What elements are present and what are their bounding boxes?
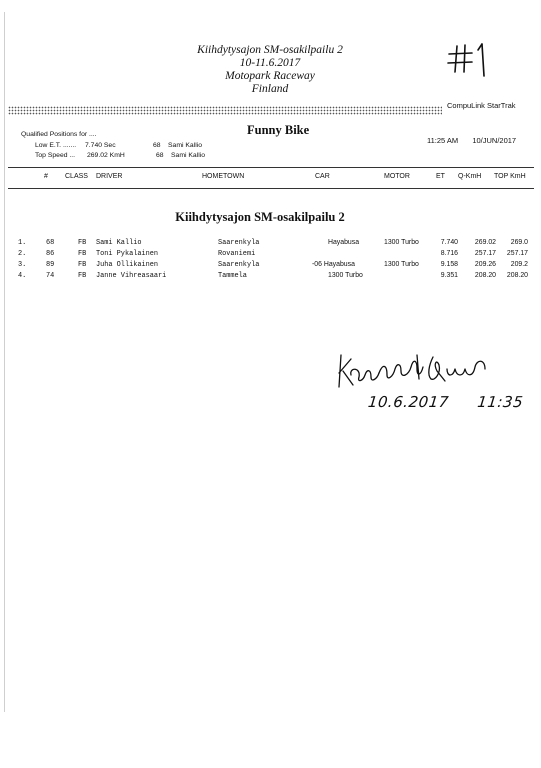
- col-header-hometown: HOMETOWN: [202, 173, 245, 180]
- row1-motor: 1300 Turbo: [384, 239, 419, 246]
- top-speed-label: Top Speed ...: [35, 152, 76, 159]
- timing-system-brand: CompuLink StarTrak: [447, 101, 516, 110]
- row3-car: -06 Hayabusa: [312, 261, 355, 268]
- event-venue: Motopark Raceway: [225, 70, 315, 82]
- low-et-label: Low E.T. .......: [35, 142, 77, 149]
- col-header-class: CLASS: [65, 173, 88, 180]
- row3-top-kmh: 209.2: [510, 261, 528, 268]
- row4-top-kmh: 208.20: [506, 272, 528, 279]
- handwritten-number-mark: [445, 38, 495, 80]
- row3-rank: 3.: [18, 261, 27, 269]
- low-et-car-number: 68: [153, 142, 161, 149]
- row1-class: FB: [78, 239, 87, 247]
- row3-hometown: Saarenkyla: [218, 261, 260, 269]
- row4-hometown: Tammela: [218, 272, 247, 280]
- row1-rank: 1.: [18, 239, 27, 247]
- top-speed-value: 269.02 KmH: [87, 152, 125, 159]
- col-header-position: #: [44, 173, 48, 180]
- row2-driver: Toni Pykalainen: [96, 250, 159, 258]
- top-speed-driver: Sami Kallio: [171, 152, 205, 159]
- header-top-rule: [8, 167, 534, 168]
- row4-et: 9.351: [440, 272, 458, 279]
- left-margin-line: [4, 12, 5, 712]
- dotted-separator: [8, 106, 442, 115]
- col-header-et: ET: [436, 173, 445, 180]
- row2-rank: 2.: [18, 250, 27, 258]
- row1-car-number: 68: [46, 239, 55, 247]
- row3-driver: Juha Ollikainen: [96, 261, 159, 269]
- row1-et: 7.740: [440, 239, 458, 246]
- row1-top-kmh: 269.0: [510, 239, 528, 246]
- low-et-driver: Sami Kallio: [168, 142, 202, 149]
- row4-car: 1300 Turbo: [328, 272, 363, 279]
- row1-car: Hayabusa: [328, 239, 360, 246]
- row4-qkmh: 208.20: [474, 272, 496, 279]
- event-country: Finland: [251, 83, 289, 95]
- row2-top-kmh: 257.17: [506, 250, 528, 257]
- row1-driver: Sami Kallio: [96, 239, 142, 247]
- report-timestamp: [427, 136, 516, 145]
- col-header-top-kmh: TOP KmH: [494, 173, 526, 180]
- event-name: Kiihdytysajon SM-osakilpailu 2: [197, 44, 343, 56]
- row3-et: 9.158: [440, 261, 458, 268]
- row3-car-number: 89: [46, 261, 55, 269]
- row2-et: 8.716: [440, 250, 458, 257]
- report-time: 11:25 AM: [427, 136, 459, 145]
- section-title: Kiihdytysajon SM-osakilpailu 2: [175, 210, 345, 224]
- row2-hometown: Rovaniemi: [218, 250, 256, 258]
- row4-driver: Janne Vihreasaari: [96, 272, 167, 280]
- signature-image: [335, 345, 495, 393]
- row1-hometown: Saarenkyla: [218, 239, 260, 247]
- row4-class: FB: [78, 272, 87, 280]
- col-header-car: CAR: [315, 173, 330, 180]
- low-et-value: 7.740 Sec: [85, 142, 116, 149]
- class-title: Funny Bike: [247, 123, 310, 137]
- header-bottom-rule: [8, 188, 534, 189]
- col-header-driver: DRIVER: [96, 173, 123, 180]
- event-title-block: [140, 44, 400, 96]
- row3-class: FB: [78, 261, 87, 269]
- row3-motor: 1300 Turbo: [384, 261, 419, 268]
- signature-time: 11:35: [476, 393, 525, 411]
- row2-car-number: 86: [46, 250, 55, 258]
- report-date: 10/JUN/2017: [472, 136, 517, 145]
- signature-date: 10.6.2017: [367, 393, 450, 411]
- row2-qkmh: 257.17: [474, 250, 496, 257]
- col-header-motor: MOTOR: [384, 173, 410, 180]
- col-header-qkmh: Q-KmH: [458, 173, 482, 180]
- qualified-positions-label: Qualified Positions for ....: [21, 131, 97, 138]
- row4-car-number: 74: [46, 272, 55, 280]
- row2-class: FB: [78, 250, 87, 258]
- signature-date-time: [367, 393, 524, 411]
- event-dates: 10-11.6.2017: [239, 57, 301, 69]
- top-speed-car-number: 68: [156, 152, 164, 159]
- row4-rank: 4.: [18, 272, 27, 280]
- row1-qkmh: 269.02: [474, 239, 496, 246]
- row3-qkmh: 209.26: [474, 261, 496, 268]
